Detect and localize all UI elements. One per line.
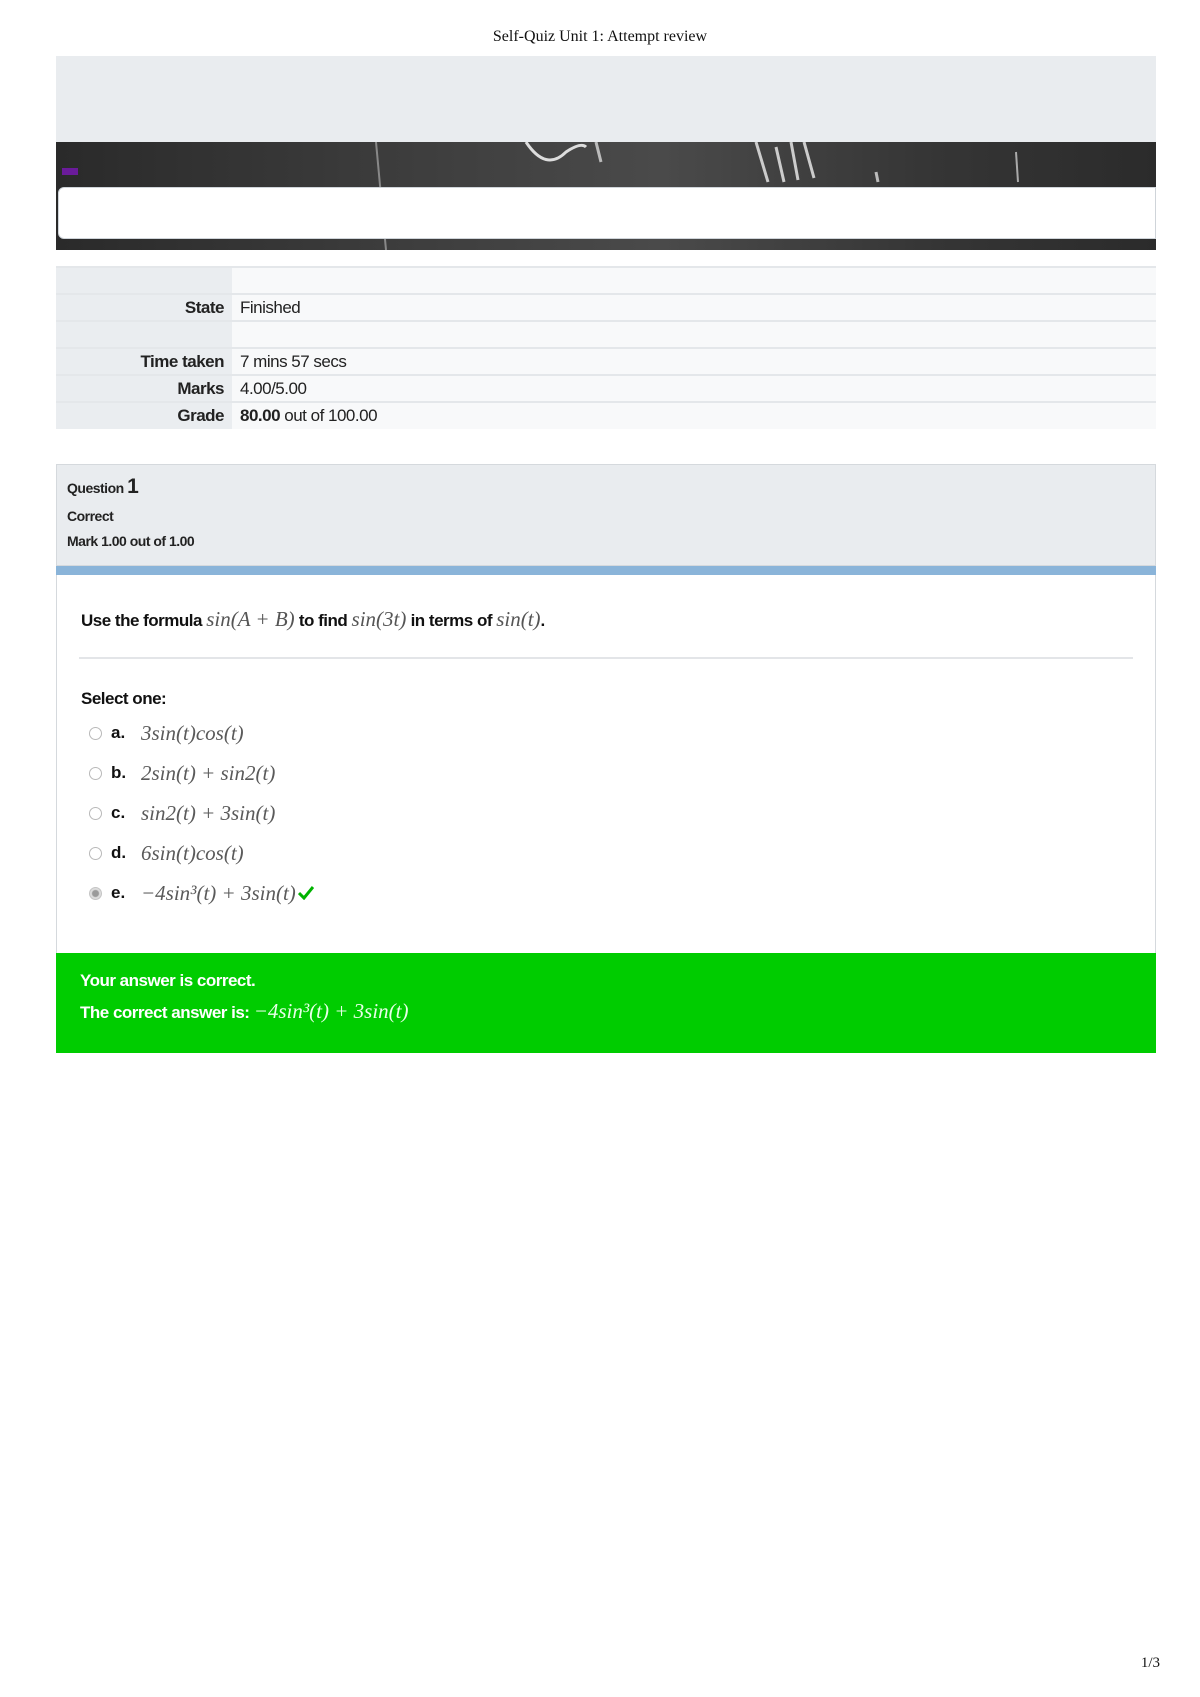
option-expression: 6sin(t)cos(t)	[141, 840, 244, 865]
summary-label-grade: Grade	[56, 402, 232, 429]
target-expression: sin(3t)	[351, 607, 407, 631]
answer-option-b[interactable]	[89, 753, 314, 793]
summary-label-state: State	[56, 294, 232, 321]
summary-row	[56, 321, 1156, 348]
summary-value-marks: 4.00/5.00	[232, 375, 1156, 402]
radio-button[interactable]	[89, 767, 102, 780]
option-letter: e.	[111, 883, 126, 902]
header-search-bar[interactable]	[58, 187, 1156, 239]
question-text-part: in terms of	[406, 611, 497, 630]
terms-expression: sin(t)	[496, 607, 541, 631]
divider	[79, 657, 1133, 659]
question-text-part: Use the formula	[81, 611, 207, 630]
summary-label-time-taken: Time taken	[56, 348, 232, 375]
answer-option-c[interactable]	[89, 793, 314, 833]
question-text-part: .	[540, 611, 545, 630]
summary-row-marks	[56, 375, 1156, 402]
summary-value-time-taken: 7 mins 57 secs	[232, 348, 1156, 375]
correct-answer-line	[80, 999, 1132, 1024]
correct-answer-expression: −4sin³(t) + 3sin(t)	[253, 999, 409, 1023]
option-letter: d.	[111, 843, 127, 862]
summary-row	[56, 267, 1156, 294]
option-expression: 2sin(t) + sin2(t)	[141, 760, 276, 785]
summary-row-grade	[56, 402, 1156, 429]
question-mark: Mark 1.00 out of 1.00	[67, 533, 195, 549]
option-expression: sin2(t) + 3sin(t)	[141, 800, 276, 825]
grade-out-of: out of 100.00	[280, 406, 378, 425]
question-accent-bar	[56, 566, 1156, 575]
summary-row-state	[56, 294, 1156, 321]
question-text	[81, 607, 545, 632]
question-number: 1	[127, 475, 139, 498]
option-letter: b.	[111, 763, 127, 782]
answer-option-a[interactable]	[89, 713, 314, 753]
grade-value: 80.00	[240, 406, 281, 425]
option-letter: c.	[111, 803, 126, 822]
feedback-message: Your answer is correct.	[80, 971, 256, 990]
option-expression: −4sin³(t) + 3sin(t)	[141, 880, 296, 905]
question-text-part: to find	[294, 611, 352, 630]
option-letter: a.	[111, 723, 126, 742]
question-content	[56, 575, 1156, 953]
summary-row-time-taken	[56, 348, 1156, 375]
question-status: Correct	[67, 508, 114, 524]
question-label: Question	[67, 480, 124, 496]
feedback-panel	[56, 953, 1156, 1053]
summary-value	[232, 321, 1156, 348]
question-info-panel	[56, 464, 1156, 566]
page-number: 1/3	[1140, 1655, 1160, 1671]
correct-answer-label: The correct answer is:	[80, 1003, 254, 1022]
radio-button-selected[interactable]	[89, 887, 102, 900]
select-one-label: Select one:	[81, 689, 167, 708]
checkmark-icon	[298, 886, 314, 900]
option-expression: 3sin(t)cos(t)	[141, 720, 244, 745]
attempt-summary-table	[56, 266, 1156, 429]
answer-option-d[interactable]	[89, 833, 314, 873]
document-title: Self-Quiz Unit 1: Attempt review	[492, 28, 708, 45]
summary-label	[56, 321, 232, 348]
summary-label	[56, 267, 232, 294]
formula-expression: sin(A + B)	[206, 607, 295, 631]
radio-button[interactable]	[89, 807, 102, 820]
answer-option-e[interactable]	[89, 873, 314, 913]
brand-marker	[62, 168, 78, 175]
summary-value-grade	[232, 402, 1156, 429]
radio-button[interactable]	[89, 727, 102, 740]
summary-label-marks: Marks	[56, 375, 232, 402]
radio-button[interactable]	[89, 847, 102, 860]
summary-value-state: Finished	[232, 294, 1156, 321]
summary-value	[232, 267, 1156, 294]
page-header	[56, 56, 1156, 142]
answer-options	[89, 713, 314, 913]
